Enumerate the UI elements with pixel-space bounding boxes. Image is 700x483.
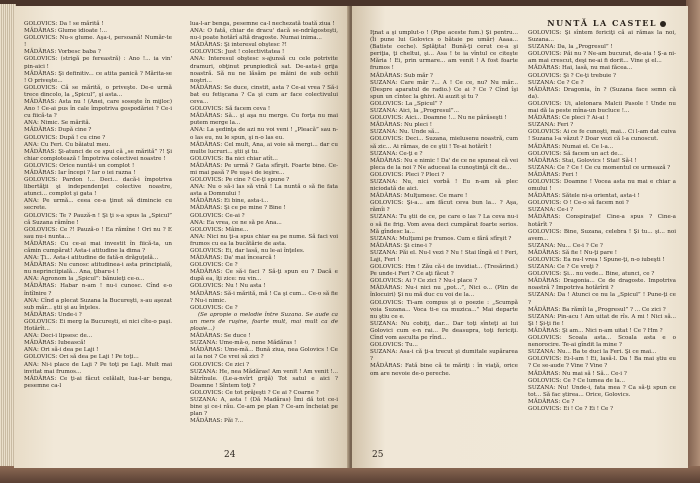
script-line: MĂDĂRAS: Cu ce-ai mai investit în fiică-ta, un cămin cumpărat! Asta-i atitudine la dima ? xyxy=(24,240,172,254)
script-line: GOLOVICS: Ce ?! Pauză-o ! Ea rămîne ! Ori nu ? E sau nu-i nunta... xyxy=(24,226,172,240)
script-line: MĂDĂRAS: Ce pleci ? Ai-ai ! xyxy=(528,115,609,122)
page-number: 25 xyxy=(372,450,384,460)
script-line: MĂDĂRAS: Nu pleci ! xyxy=(370,122,432,129)
script-line: GOLOVICS: Ori să dea pe Laji ! Pe toţi... xyxy=(24,354,139,361)
script-line: GOLOVICS: Şi... nu vede... Bine, atunci, ce ? xyxy=(528,271,655,278)
script-line: MĂDĂRAS: Ume-mă... Bună ziua, nea Golovics ! Ce ai la noi ? Ce vrei să zici ? xyxy=(190,347,338,361)
script-line: ANA: Nu o să-i las să vină ! La nuntă o să fie fata asta a Domnului ! xyxy=(190,184,338,198)
script-line: MĂDĂRAS: Iar începi ? Iar o iei razna ! xyxy=(24,169,136,176)
script-line: GOLOVICS: Ce tot prăjeşti ? Ce ai ? Coarne ? xyxy=(190,389,319,396)
script-line: GOLOVICS: Aici... Doamne !... Nu ne părăseşti ! xyxy=(370,115,507,122)
script-line: MĂDĂRAS: Iubească! xyxy=(24,340,86,347)
script-line: GOLOVICS: Just ! colectivitatea ! xyxy=(190,49,285,56)
script-line: ANA: Cînd a plecat Suzana la Bucureşti, s-au aşezat sub măr... ştii şi au înţeles. xyxy=(24,297,172,311)
script-line: MĂDĂRAS: Vorbesc baba ? xyxy=(24,49,101,56)
script-line: MĂDĂRAS: Dragonia, în ? (Suzana face semn că da). xyxy=(528,86,676,100)
script-line: GOLOVICS: Să facem un act de... xyxy=(528,150,623,157)
script-line: ANA: Nici nu ţi-a spus chiar ea pe nume. Să faci voi frumos cu ea la bucătărie de asta. xyxy=(190,233,338,247)
script-line: MĂDĂRAS: Ce să-i faci ? Să-ţi spun eu ? Dacă e după ea, îţi zice: nu vin... xyxy=(190,269,338,283)
script-line: ANA: Agronom la „Spicul”: bănuieţi ce-o... xyxy=(24,276,145,283)
script-line: MĂDĂRAS: Să fie ! Nu-ţi pare ! xyxy=(528,249,617,256)
script-line: ANA: Interesul obştesc s-ajunsă cu cele potrivite dramuri, obţinut prunpiedică sat. De-asta-i grija noastră. Să nu ne lăsăm pe mâini de sub ochii noştri... xyxy=(190,56,338,84)
script-line: GOLOVICS: Păi nu ? Ne-am bucurat, de-aia ! Ş-a ni-am mai crescut, deşi ne-ai fi dorit... Vine şi el... xyxy=(528,51,676,65)
script-line: GOLOVICS: Te ? Pauză-n ! Şi ţi s-a spus la „Spicul” că Suzana rămîne ! xyxy=(24,212,172,226)
script-line: MĂDĂRAS: Nu-i nici nu „pot...”, Nici o... (Plin de înlocuiri) Şi nu mă duc cu voi de la... xyxy=(370,285,518,299)
script-line: SUZANA: Da, la „Progresul” ! xyxy=(528,44,613,51)
script-line: GOLOVICS: Ba nici chiar atît... xyxy=(190,155,278,162)
script-line: MĂDĂRAS: Şi ce pe mine ? Bine ! xyxy=(190,205,286,212)
script-line: GOLOVICS: Ce ? xyxy=(190,304,238,311)
script-line: ANA: Ţi... Asta-i atitudine de fată-n drăguţelă... xyxy=(24,255,159,262)
script-line: GOLOVICS: Tu... xyxy=(370,342,418,349)
script-line: SUZANA: Nu, nici vorbă ! Eu n-am să plec niciodată de aici. xyxy=(370,178,518,193)
script-line: MĂDĂRAS: Cel mult, Ana, ai voie să mergi... dar cu multe lucruri... ştii şi tu. xyxy=(190,141,338,155)
script-line: GOLOVICS: Pardon !... Deci... dacă-i împotriva libertăţii şi independenţei colective noastre, atunci... complot şi gata ! xyxy=(24,177,172,198)
script-line: MĂDĂRAS: Nu mai să ! Să... Ce-i ? xyxy=(528,370,627,377)
script-line: GOLOVICS: Că se mărită, o priveşte. De-e urmă trece dincolo, la „Spicul”, şi asta... xyxy=(24,84,172,98)
script-line: MĂDĂRAS: Conspiraţie! Cine-a spus ? Cine-a hotărît ? xyxy=(528,214,676,228)
script-line: SUZANA: Ce ? Ce ? xyxy=(528,79,584,86)
script-line: SUZANA: Aici, la „Progresul”... xyxy=(370,108,460,115)
script-line: ANA: Deci-i lipsesc de... xyxy=(24,333,93,340)
script-line: SUZANA: Ce-i ? xyxy=(528,207,574,214)
running-head-text: NUNTĂ LA CASTEL xyxy=(547,18,657,28)
script-line: MĂDĂRAS: Se duce ! xyxy=(190,333,251,340)
script-line: MĂDĂRAS: Şi interesul obştesc ?! xyxy=(190,42,287,49)
running-head xyxy=(547,18,666,28)
script-line: MĂDĂRAS: Unde-i ? xyxy=(24,311,82,318)
script-line: SUZANA: He, nea Mădăras! Am venit ! Am venit !... bătrînule. (Le-a-nvîrt grijă) Tot satul e aici ? Doamne ! Sîntem toţi ? xyxy=(190,368,338,389)
script-line: SUZANA: Mulţumi pe frumos. Cum e fără sfîrşit ? xyxy=(370,235,512,242)
script-line: GOLOVICS: Ei, dar lasă, nu le-ai înţeles. xyxy=(190,248,305,254)
script-line: MĂDĂRAS: Şi cine-i ? xyxy=(370,242,432,249)
script-line: MĂDĂRAS: Păi ?... xyxy=(190,418,244,425)
script-line: ANA: Ni-i place de Laji ? Pe toţi pe Laji. Mult mai invitat mai frumos... xyxy=(24,361,172,375)
script-line: GOLOVICS: Pe cine ? Ce-ţi spune ? xyxy=(190,177,290,184)
script-line: GOLOVICS: Orice nuntă-i un complot ! xyxy=(24,162,135,169)
script-line: GOLOVICS: Ea nu-l vrea ! Spune-ţi, n-o iubeşti ! xyxy=(528,257,665,263)
script-line: GOLOVICS: Ei-l-am ! Ei, lasă-l. Da ! Ba mai ştiu eu ? Ce se-aude ? Vine ? Vine ? xyxy=(528,356,676,370)
script-line: ANA: Ea vrea, ce ne să pe Ana... xyxy=(190,219,282,226)
script-line: MĂDĂRAS: Să-i mărită, mă ! Ca şi cum... Ce-o să fie ? Nu-i nimic. xyxy=(190,290,338,304)
left-column-2 xyxy=(190,21,338,425)
script-line: MĂDĂRAS: Sătele ni-a orientat, asta-i ! xyxy=(528,193,640,200)
script-line: GOLOVICS: Ai ? Ce zici ? Nu-i place ? xyxy=(370,278,478,285)
right-page xyxy=(352,6,688,468)
script-line: GOLOVICS: (strigă pe fereastră) : Ano !... ia vin' pin-aici ! xyxy=(24,56,172,70)
script-line: SUZANA: Care măr ?... A ! Ce ce, nu? Nu măr... (Despre aparatul de radio.) Ce ai ? Ce ? Cînd îşi spun un cîntec la ghivi. Ai auzit şi tu ? xyxy=(370,79,518,100)
script-line: MĂDĂRAS: Şi-atunci de ce spui că „se mărită” ?! Şi chiar complotează ! Împotriva colectivei noastre ! xyxy=(24,148,172,162)
script-line: SUZANA: Da ! Atunci ce nu la „Spicul” ! Pune-ţi ce ? xyxy=(528,292,676,306)
script-line: SUZANA: Tu ştii de ce, pe care o las ? La ceva nu-i o să fie frig. Vom avea deci cumpărat foarte serios. Mă gîndesc la... xyxy=(370,214,518,235)
bullet-icon xyxy=(660,21,666,27)
script-line: ANA: Pe urmă... ceea ce-a ţinut să dimincie cu secrete. xyxy=(24,198,172,212)
cover-edge-bottom xyxy=(0,466,700,483)
script-line: GOLOVICS: Ce-ai ? xyxy=(190,212,245,219)
script-line: MĂDĂRAS: Nu e nimic ! Da' de ce ne spuneai că vei pleca de la noi ? Ne aduceai la cunoştinţă cît de... xyxy=(370,157,518,171)
script-line: SUZANA: Ce ? Ce vreţi ? xyxy=(528,264,599,271)
script-line: MĂDĂRAS: Să... şi aşa nu merge. Cu forţa nu mai putem merge la... xyxy=(190,113,338,127)
script-line: GOLOVICS: Ei merg la Bucureşti, ei nici cîte-o paşi. Hotărît... xyxy=(24,318,172,333)
script-line: MĂDĂRAS: Şi definitiv... ce atita panică ? Mărita-se ! O priveşte... xyxy=(24,70,172,84)
page-number: 24 xyxy=(224,450,236,460)
script-line: GOLOVICS: După ! cu cine ? xyxy=(24,134,106,141)
script-line: MĂDĂRAS: Numai el. Ce l-a... xyxy=(528,143,614,150)
script-line: GOLOVICS: Doamne ! Vocea asta nu mai e chiar a omului ! xyxy=(528,178,676,193)
script-line: SUZANA: Feri ? xyxy=(528,122,574,129)
script-line: GOLOVICS: Ui, alelonara Malcii Pasole ! Unde nu mai dă la peste mîna-un bucluce !... xyxy=(528,100,676,115)
right-column-1 xyxy=(370,30,518,378)
script-line: GOLOVICS: Mâine... xyxy=(190,226,249,233)
script-line: MĂDĂRAS: Sub măr ? xyxy=(370,72,433,79)
script-line: SUZANA: Ce-ţi e ? xyxy=(370,150,423,157)
script-line: SUZANA: Ce ? Ce ! Ce cu momentul ce urmează ? xyxy=(528,164,671,171)
script-line: SUZANA: Asa-i că ţi-a trecut şi dumitale supărarea ? xyxy=(370,349,518,363)
left-column-1 xyxy=(24,21,172,390)
script-line: GOLOVICS: Să facem ceva ! xyxy=(190,106,271,113)
script-line: MĂDĂRAS: Hai, lasă, nu mai făcea... xyxy=(528,65,633,72)
script-line: ANA: Nimic. Se mărită. xyxy=(24,120,91,127)
script-line: SUZANA: Nu. Unde să... xyxy=(370,129,440,136)
script-line: MĂDĂRAS: Dragonia... Ce de dragoste. Impotriva noastră ? Impotriva hotărîrii ? xyxy=(528,278,676,292)
script-line: MĂDĂRAS: Ba rămîi la „Progresul” ? ... Ce zici ? xyxy=(528,306,666,313)
script-line: MĂDĂRAS: Ce ţi-ai făcut celălalt, lua-l-ar benga, pesemne ca-l xyxy=(24,375,172,389)
script-line: ANA: Cu Feri. Cu băiatul meu. xyxy=(24,141,111,148)
script-line: MĂDĂRAS: Feri ! xyxy=(528,171,578,178)
script-line: GOLOVICS: Ei ! Ce ? Ei ! Ce ? xyxy=(528,405,614,412)
script-line: MĂDĂRAS: Fată bine că te măriţi : în viaţă, orice om are nevoie de-o pereche. xyxy=(370,363,518,377)
script-line: MĂDĂRAS: Pe urmă ? Gata sfîrşit. Foarte bine. Ce-mi mai pasă ? Pe uşa-i de ieşire... xyxy=(190,162,338,176)
script-line: MĂDĂRAS: Asta nu ! (Anei, care soseşte în mijloc) Ano ! Ce-ai pus în cale împotriva gospodăriei ? Ce-i cu fiică-ta ? xyxy=(24,99,172,120)
script-line: GOLOVICS: Nu ! Nu asta ! xyxy=(190,283,266,290)
script-line: ANA: Ori să-i dea pe Laji ! xyxy=(24,347,99,354)
script-line: SUZANA: Pin-acu ! Am uitat de rîs. A mi ! Nici să... Şi ! Şi-ţi fie ! xyxy=(528,313,676,327)
cover-edge xyxy=(686,0,700,483)
script-line: SUZANA: Nu! Unde-i, fata mea ? Ca să-ţi spun ce tot... Să fac ştirea... Orice, Golovics. xyxy=(528,384,676,398)
script-line: GOLOVICS: Ti-am compus şi o poezie : „Scumpă voia Suzana... Voca ti-e ca muzica...” Mai departe nu ştiu ce e. xyxy=(370,299,518,320)
script-line: SUZANA: Nu... Ba te duci la Feri. Şi ce mai... xyxy=(528,349,657,356)
script-line: SUZANA: Nu... Ce-i ? Ce ? xyxy=(528,242,603,249)
script-line: SUZANA: Ume-mă-o, nene Mădăras ! xyxy=(190,340,297,347)
script-line: SUZANA: A, asta ! (Dă Madăras) Îmi dă tot ce-i bine şi ce-i rău. Ce-am pe plan ? Ce-am încheiat pe plan ? xyxy=(190,396,338,418)
script-line: GOLOVICS: Pleci ? Pleci ? xyxy=(370,171,445,178)
script-line: MĂDĂRAS: Ei bine, asta-i... xyxy=(190,198,269,205)
script-line: MĂDĂRAS: Mulţumesc. Ce mare ! xyxy=(370,193,468,200)
script-line: ANA: O fată, chiar de dracu' dacă se-ndrăgosteşti, nu-i poate hotărî altă dragoste. Numai inima... xyxy=(190,28,338,42)
script-line: MĂDĂRAS: Ce ? xyxy=(528,398,575,405)
script-line: GOLOVICS: Scoala asta... Scoala asta e o nenorocire. Te-ai gîndit la mine ? xyxy=(528,335,676,349)
script-line: SUZANA: Păi el. Nu-l vezi ? Nu ! Stai lîngă el ! Feri, Laji, Feri ! xyxy=(370,249,518,263)
script-line: MĂDĂRAS: Nu cunosc atitudinea-i asta principială, nu neprinciipială... Ana, ţibaru-i ! xyxy=(24,262,172,276)
script-line: lua-l-ar benga, pesemne ca-l nechezată toată ziua ! xyxy=(190,21,335,27)
script-line: MĂDĂRAS: Şi am... Nici n-am uitat ! Ce ? Hm ? xyxy=(528,327,663,334)
script-line: MĂDĂRAS: Da' mai încearcă ! xyxy=(190,255,276,262)
script-line: (Se apropie o melodie între Suzana. Se aude ca un mers de ruşine, foarte mult, mai mult ca de ploaie...) xyxy=(190,311,338,333)
script-line: GOLOVICS: Hm ! Zău că-i de invidiat... (Tresărind.) Pe unde-i Feri ? Ce aţi făcut ? xyxy=(370,264,518,278)
script-line: GOLOVICS: Ai ce fe cunoşti, mai... Ci l-am dat cuiva ! Suzana l-a văzut ? Doar vezi că l-a cunoscut. xyxy=(528,129,676,143)
script-line: MĂDĂRAS: Stai, Golovics ! Stai! Să-l ! xyxy=(528,157,637,164)
script-line: SUZANA: Nu cobiţi, dar... Dar toţi sînteţi ai lui Golovici cum e-n rai... Pe deasupra, toţi fericiţi. Cînd vom asculta pe rînd... xyxy=(370,320,518,342)
script-line: GOLOVICS: Şi ? Ce-ţi trebuie ? xyxy=(528,72,617,79)
script-line: GOLOVICS: Bine, Suzana, celebra ! Şi tu... şi... noi avem... xyxy=(528,228,676,242)
script-line: MĂDĂRAS: Se duce, cinstit, asta ? Ce-ai vrea ? Să-i bat eu fetişcana ? Ca şi cum ar face colectivului ceva... xyxy=(190,84,338,106)
script-line: GOLOVICS: Ce zici ? xyxy=(190,361,250,368)
script-line: GOLOVICS: Deci... Suzana, mielusenu noastră, cum să zic... Ai rămas, de ce ştii ! Te-ai hotărît ! xyxy=(370,136,518,150)
left-page xyxy=(14,6,350,468)
script-line: MĂDĂRAS: Habar n-am ! nu-i cunosc. Cînd e-o întîlnire ? xyxy=(24,283,172,297)
script-line: ANA: La şedinţa de azi nu voi veni ! „Pleacă” sau n-o las eu, nu le spun, şi n-o las eu. xyxy=(190,127,338,141)
script-line: Iţnat a şi umplut-o ! (Pipe aceste fum.) Şi pentru... (Îi pune lui Golovics o bătaie pe umăr) Aaaa... (Batiste ceche). Splăţita! Bună-ţi cerut ce-a şi periţia, ţi cheltui, şi... Asa ! te ia vîntul ce citeşte Măria ! Ei, prin urmare... am venit ! A fost foarte frumos ! xyxy=(370,30,518,72)
script-line: GOLOVICS: Şi-a... am făcut ceva bun la... ? Aşa, rămîi ? xyxy=(370,200,518,214)
script-line: GOLOVICS: Da ! se mărită ! xyxy=(24,21,104,27)
script-line: GOLOVICS: O ! Ce-o să facem noi ? xyxy=(528,200,629,207)
script-line: GOLOVICS: Ce ? Ce lumea de la... xyxy=(528,377,626,384)
script-line: MĂDĂRAS: Glume idioate !... xyxy=(24,28,108,35)
script-line: GOLOVICS: Ce ? xyxy=(190,262,238,269)
script-line: GOLOVICS: Nu-s glume. Aşa-i, persoană! Număr-te ! xyxy=(24,35,172,49)
script-line: GOLOVICS: Şi sîntem fericiţi că ai rămas la noi, Suzana... xyxy=(528,30,676,44)
script-line: MĂDĂRAS: După cine ? xyxy=(24,127,92,134)
script-line: GOLOVICS: La „Spicul” ? xyxy=(370,100,443,107)
right-column-2 xyxy=(528,30,676,413)
